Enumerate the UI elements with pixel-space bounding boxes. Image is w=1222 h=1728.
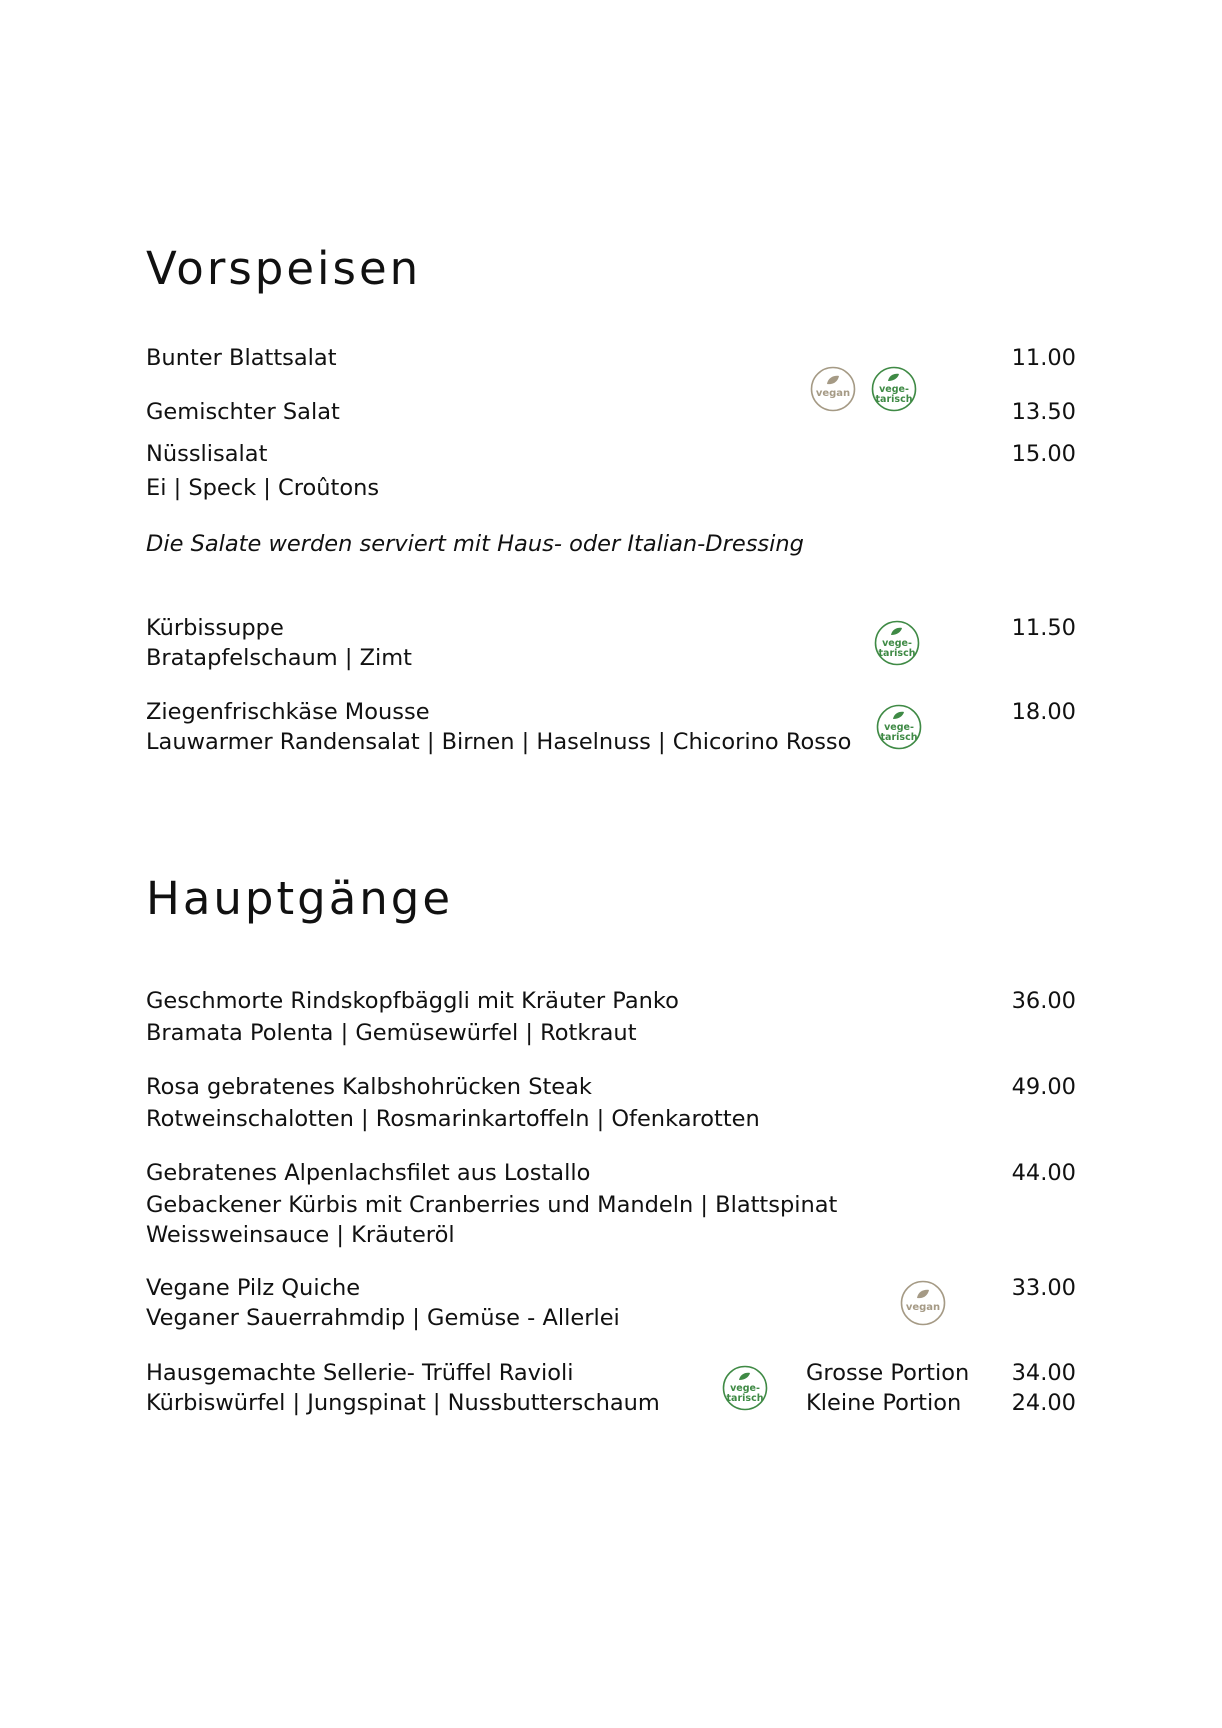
item-name: Ziegenfrischkäse Mousse [146, 699, 430, 725]
section-title-hauptgaenge: Hauptgänge [146, 872, 454, 925]
vegan-badge-graphic [900, 1280, 946, 1326]
item-name: Geschmorte Rindskopfbäggli mit Kräuter Panko [146, 988, 679, 1014]
item-price: 18.00 [1011, 699, 1076, 725]
item-price: 49.00 [1011, 1074, 1076, 1100]
portion-large-label: Grosse Portion [806, 1360, 970, 1386]
vegan-badge-icon [900, 1280, 946, 1326]
vegetarian-badge-text-2: tarisch [875, 394, 913, 405]
item-name: Bunter Blattsalat [146, 345, 337, 371]
portion-small-label: Kleine Portion [806, 1390, 962, 1416]
item-price: 15.00 [1011, 441, 1076, 467]
vegetarian-badge-text-1: vege- [884, 722, 914, 733]
item-price-large: 34.00 [1011, 1360, 1076, 1386]
vegetarian-badge-graphic [876, 704, 922, 750]
vegetarian-badge-graphic [874, 620, 920, 666]
vegetarian-badge-text-1: vege- [879, 384, 909, 395]
item-price-small: 24.00 [1011, 1390, 1076, 1416]
item-name: Kürbissuppe [146, 615, 284, 641]
vegan-badge-text: vegan [905, 1302, 941, 1313]
vegetarian-badge-icon [871, 366, 917, 412]
vegetarian-badge-text-2: tarisch [880, 732, 918, 743]
item-description: Kürbiswürfel | Jungspinat | Nussbutterschaum [146, 1390, 660, 1416]
vegetarian-badge-graphic [722, 1365, 768, 1411]
vegetarian-badge-text-1: vege- [882, 638, 912, 649]
item-description: Lauwarmer Randensalat | Birnen | Haselnuss | Chicorino Rosso [146, 729, 852, 755]
vegetarian-badge-text-2: tarisch [726, 1393, 764, 1404]
item-price: 11.50 [1011, 615, 1076, 641]
vegan-badge-icon [810, 366, 856, 412]
vegan-badge-graphic [810, 366, 856, 412]
item-description: Veganer Sauerrahmdip | Gemüse - Allerlei [146, 1305, 620, 1331]
item-description: Rotweinschalotten | Rosmarinkartoffeln | Ofenkarotten [146, 1106, 760, 1132]
vegetarian-badge-icon [874, 620, 920, 666]
vegetarian-badge-text-2: tarisch [878, 648, 916, 659]
item-name: Gebratenes Alpenlachsfilet aus Lostallo [146, 1160, 591, 1186]
item-name: Vegane Pilz Quiche [146, 1275, 361, 1301]
item-name: Nüsslisalat [146, 441, 268, 467]
item-description: Gebackener Kürbis mit Cranberries und Mandeln | Blattspinat [146, 1192, 838, 1218]
item-description: Bramata Polenta | Gemüsewürfel | Rotkraut [146, 1020, 637, 1046]
item-name: Gemischter Salat [146, 399, 340, 425]
item-price: 33.00 [1011, 1275, 1076, 1301]
item-name: Hausgemachte Sellerie- Trüffel Ravioli [146, 1360, 574, 1386]
section-title-vorspeisen: Vorspeisen [146, 242, 422, 295]
item-price: 13.50 [1011, 399, 1076, 425]
vegetarian-badge-text-1: vege- [730, 1383, 760, 1394]
vegetarian-badge-graphic [871, 366, 917, 412]
item-description: Weissweinsauce | Kräuteröl [146, 1222, 455, 1248]
item-price: 11.00 [1011, 345, 1076, 371]
vegan-badge-text: vegan [815, 388, 851, 399]
item-description: Bratapfelschaum | Zimt [146, 645, 412, 671]
vegetarian-badge-icon [876, 704, 922, 750]
item-price: 36.00 [1011, 988, 1076, 1014]
item-price: 44.00 [1011, 1160, 1076, 1186]
item-name: Rosa gebratenes Kalbshohrücken Steak [146, 1074, 592, 1100]
vegetarian-badge-icon [722, 1365, 768, 1411]
item-description: Ei | Speck | Croûtons [146, 475, 380, 501]
salad-dressing-note: Die Salate werden serviert mit Haus- oder Italian-Dressing [146, 531, 804, 557]
